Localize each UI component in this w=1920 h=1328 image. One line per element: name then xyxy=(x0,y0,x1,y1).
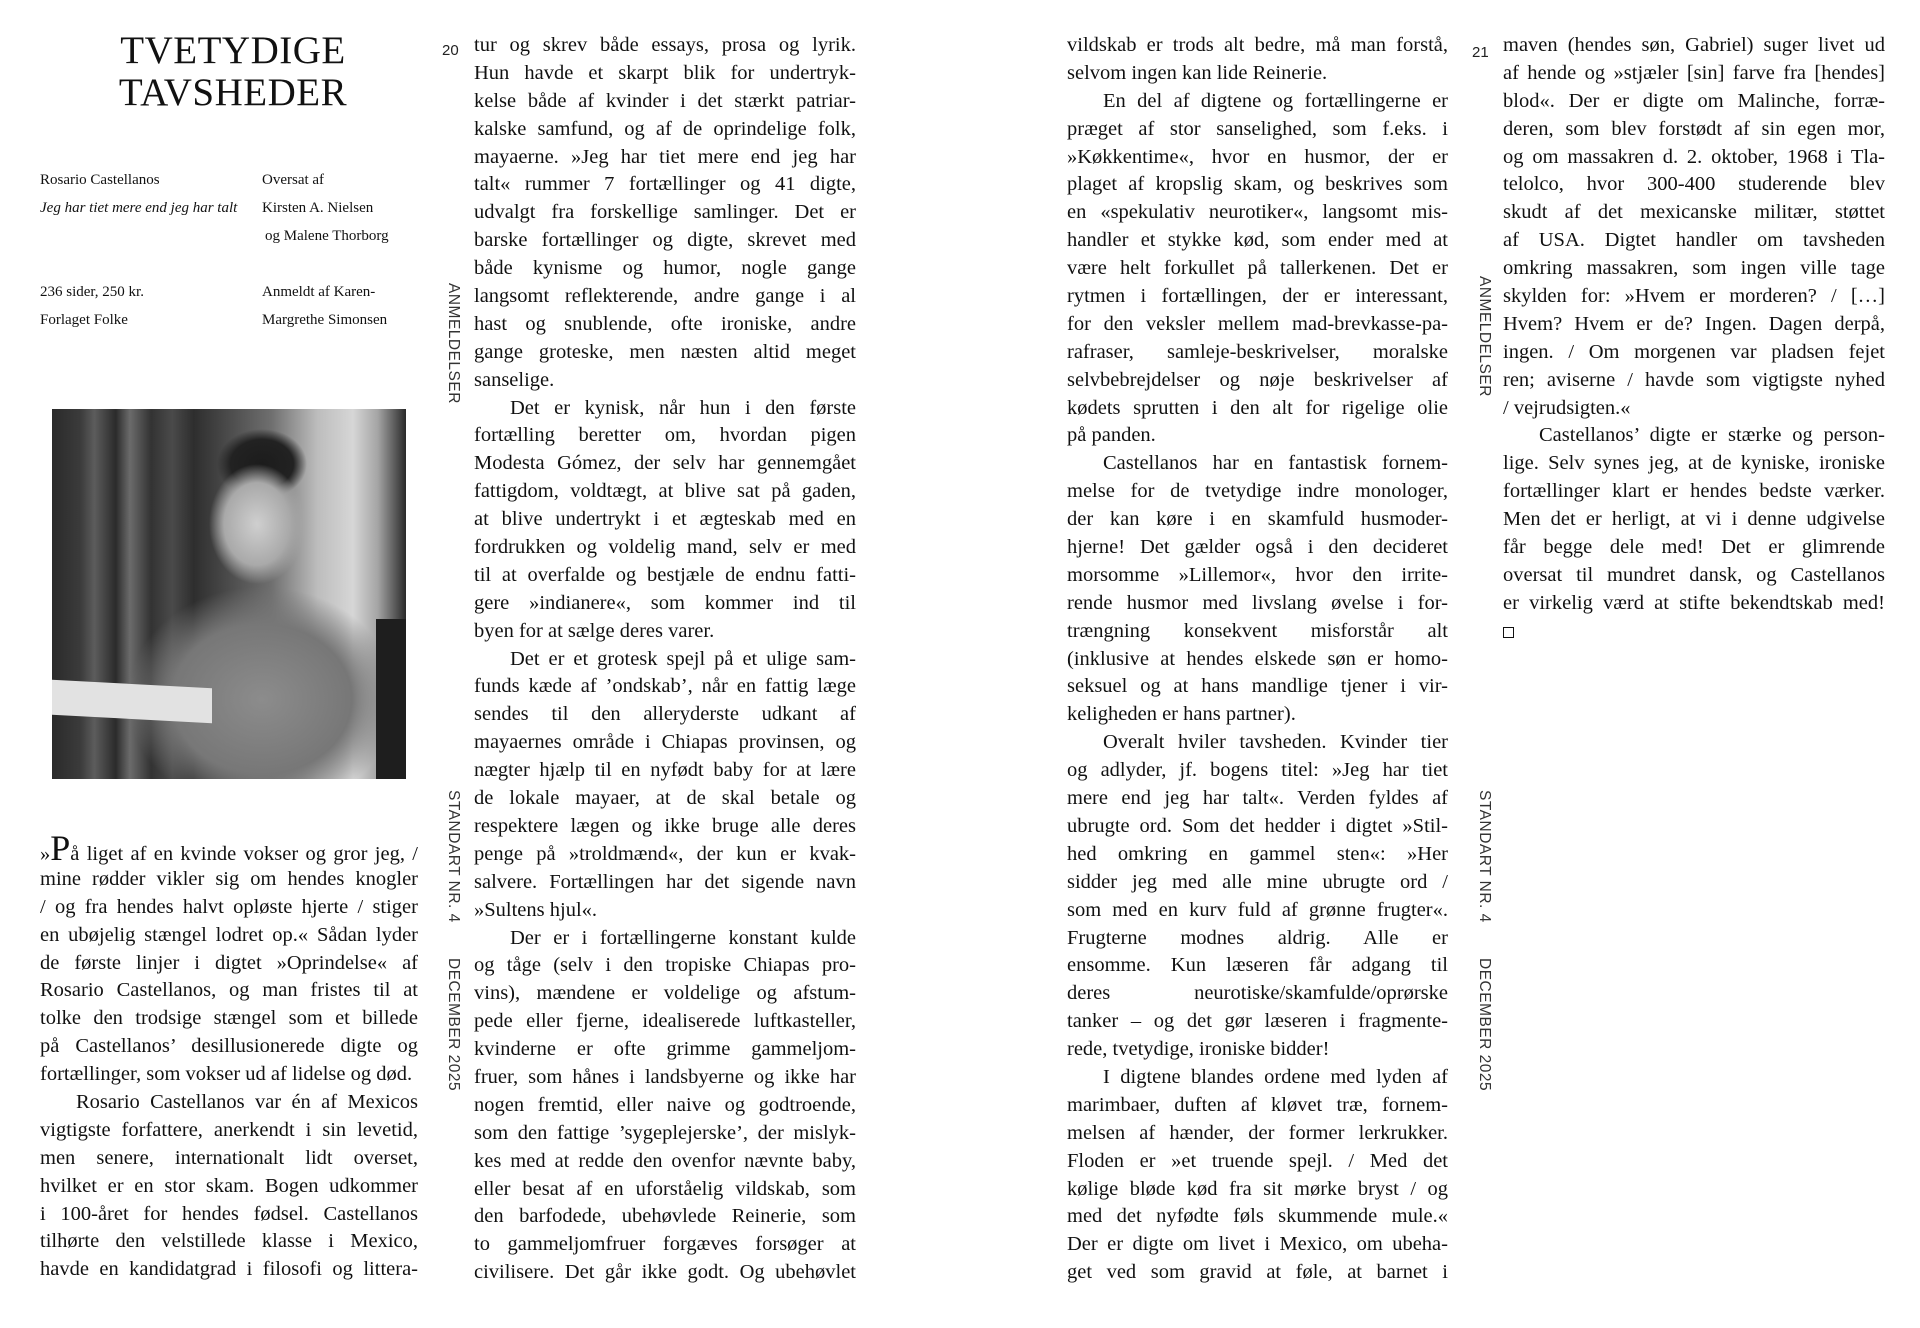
column-line: langsomt reflekterende, andre gange i al xyxy=(474,285,856,308)
column-line: og tåge (selv i den tropiske Chiapas pro- xyxy=(474,954,856,977)
column-line: kødets sprutten i den alt for rigelige olie xyxy=(1067,396,1448,419)
column-line: Der er i fortællingerne konstant kulde xyxy=(510,926,856,949)
column-line: ubrugte ord. Som det hedder i digtet »Stil- xyxy=(1067,814,1448,837)
end-mark-line xyxy=(1503,618,1885,646)
column-line: melsen af hænder, der former lerkrukker. xyxy=(1067,1121,1448,1144)
book-publisher: Forlaget Folke xyxy=(40,312,128,328)
column-line: deres neurotiske/skamfulde/oprørske xyxy=(1067,982,1448,1005)
book-pages-price: 236 sider, 250 kr. xyxy=(40,284,144,300)
column-line: tolke den trodsige stængel som et billede xyxy=(40,1007,418,1030)
column-line: get ved som gravid at føle, at barnet i xyxy=(1067,1261,1448,1284)
column-line: af hende og »stjæler [sin] farve fra [hendes] xyxy=(1503,61,1885,84)
issue-label-left: STANDART NR. 4 xyxy=(445,790,462,923)
column-line-first xyxy=(40,828,418,868)
column-line: to gammeljomfruer forgæves forsøger at xyxy=(474,1233,856,1256)
column-line: rytmen i fortællingen, der er interessant, xyxy=(1067,285,1448,308)
column-line: kalske samfund, og af de oprindelige folk, xyxy=(474,117,856,140)
column-line: nægter hjælp til en nyfødt baby for at lære xyxy=(474,759,856,782)
column-line: nogen fremtid, eller naive og godtroende, xyxy=(474,1093,856,1116)
column-line: byen for at sælge deres varer. xyxy=(474,619,715,642)
article-title xyxy=(108,30,358,114)
column-line: den barfodede, ubehøvlede Reinerie, som xyxy=(474,1205,856,1228)
book-author: Rosario Castellanos xyxy=(40,172,160,188)
column-line: kølige bløde kød fra sit mørke bryst / og xyxy=(1067,1177,1448,1200)
column-line: udvalgt fra forskellige samlinger. Det er xyxy=(474,201,856,224)
column-line: hvilket er en stor skam. Bogen udkommer xyxy=(40,1174,418,1197)
column-3 xyxy=(1067,32,1448,1287)
column-line: / og fra hendes halvt opløste hjerte / stiger xyxy=(40,895,418,918)
column-line: lige. Selv synes jeg, at de kyniske, ironiske xyxy=(1503,452,1885,475)
column-line: civilisere. Det går ikke godt. Og ubehøvlet xyxy=(474,1261,856,1284)
column-line: Castellanos har en fantastisk fornem- xyxy=(1103,452,1448,475)
column-line: barske fortællinger og digte, skrevet med xyxy=(474,229,856,252)
page-number-right: 21 xyxy=(1472,44,1489,61)
column-line: funds kæde af ’ondskab’, når en fattig læge xyxy=(474,675,856,698)
issue-label-right: STANDART NR. 4 xyxy=(1476,790,1493,923)
column-line: Det er et grotesk spejl på et ulige sam- xyxy=(510,647,856,670)
column-line: at blive undertrykt i et ægteskab med en xyxy=(474,508,856,531)
column-line: som med en kurv fuld af grønne frugter«. xyxy=(1067,898,1448,921)
column-line: til at overfalde og bestjæle de endnu fatti- xyxy=(474,563,856,586)
column-line: kes med at redde den ovenfor nævnte baby, xyxy=(474,1149,856,1172)
column-line: selvom ingen kan lide Reinerie. xyxy=(1067,61,1328,84)
column-line: Der er digte om livet i Mexico, om ubeha- xyxy=(1067,1233,1448,1256)
column-line: trængning konsekvent misforstår alt xyxy=(1067,619,1448,642)
column-line: rende husmor med livslang øvelse i for- xyxy=(1067,591,1448,614)
column-1 xyxy=(40,828,418,1284)
column-line: telolco, hvor 300-400 studerende blev xyxy=(1503,173,1885,196)
column-line: plaget af kropslig skam, og beskrives som xyxy=(1067,173,1448,196)
column-line: keligheden er hans partner). xyxy=(1067,703,1296,726)
column-line: talt« rummer 7 fortællinger og 41 digte, xyxy=(474,173,856,196)
column-line: Hun havde et skarpt blik for undertryk- xyxy=(474,61,856,84)
section-label-right: ANMELDELSER xyxy=(1476,276,1493,397)
column-line: med det nyfødte føls skummende mule.« xyxy=(1067,1205,1448,1228)
column-line: maven (hendes søn, Gabriel) suger livet ud xyxy=(1503,34,1885,56)
column-line: hjerne! Det gælder også i den decideret xyxy=(1067,536,1448,559)
column-line: rede, tvetydige, ironiske bidder! xyxy=(1067,1038,1330,1061)
date-label-right: DECEMBER 2025 xyxy=(1476,958,1493,1092)
column-line: der kan køre i en skamfuld husmoder- xyxy=(1067,508,1448,531)
column-line: i 100-året for hendes fødsel. Castellanos xyxy=(40,1202,418,1225)
column-line: sanselige. xyxy=(474,368,555,391)
first-line-text: å liget af en kvinde vokser og gror jeg, / xyxy=(70,843,418,865)
column-line: fattigdom, voldtægt, at blive sat på gaden, xyxy=(474,480,856,503)
column-line: eller besat af en uforståelig vildskab, som xyxy=(474,1177,856,1200)
translator-2: og Malene Thorborg xyxy=(265,228,389,244)
column-line: en «spekulativ neurotiker«, langsomt mis- xyxy=(1067,201,1448,224)
column-line: Rosario Castellanos var én af Mexicos xyxy=(76,1091,418,1114)
column-line: en ubøjelig stængel lodret op.« Sådan lyder xyxy=(40,923,418,946)
title-line-1: TVETYDIGE xyxy=(120,29,346,72)
column-line: omkring massakren, som ingen ville tage xyxy=(1503,257,1885,280)
column-line: kvinderne er ofte grimme gammeljom- xyxy=(474,1038,856,1061)
column-line: på panden. xyxy=(1067,424,1156,447)
column-line: I digtene blandes ordene med lyden af xyxy=(1103,1065,1448,1088)
column-line: En del af digtene og fortællingerne er xyxy=(1103,89,1448,112)
column-line: ingen. / Om morgenen var pladsen fejet xyxy=(1503,340,1885,363)
column-line: marimbaer, duften af kløvet træ, fornem- xyxy=(1067,1093,1448,1116)
column-line: Overalt hviler tavsheden. Kvinder tier xyxy=(1103,731,1448,754)
column-line: salvere. Fortællingen har det sigende navn xyxy=(474,870,856,893)
column-line: de lokale mayaer, at de skal betale og xyxy=(474,787,856,810)
column-line: »Køkkentime«, hvor en husmor, der er xyxy=(1067,145,1448,168)
column-line: havde en kandidatgrad i filosofi og littera- xyxy=(40,1258,418,1281)
column-line: gere »indianere«, som kommer ind til xyxy=(474,591,856,614)
column-line: Modesta Gómez, der selv har gennemgået xyxy=(474,452,856,475)
column-line: morsomme »Lillemor«, hvor den irrite- xyxy=(1067,563,1448,586)
column-line: skudt af det mexicanske militær, støttet xyxy=(1503,201,1885,224)
column-line: hast og snublende, ofte ironiske, andre xyxy=(474,312,856,335)
column-4 xyxy=(1503,32,1885,646)
column-line: mere end jeg har talt«. Verden fyldes af xyxy=(1067,787,1448,810)
photo-chair-detail xyxy=(376,619,406,779)
column-line: selvbebrejdelser og nøje beskrivelser af xyxy=(1067,368,1448,391)
column-line: vildskab er trods alt bedre, må man forstå, xyxy=(1067,34,1448,56)
reviewer-line-1: Anmeldt af Karen- xyxy=(262,284,376,300)
column-line: melse for de tvetydige indre monologer, xyxy=(1067,480,1448,503)
column-line: sendes til den alleryderste udkant af xyxy=(474,703,856,726)
column-line: fortælling beretter om, hvordan pigen xyxy=(474,424,856,447)
column-line: sidder jeg med alle mine ubrugte ord / xyxy=(1067,870,1448,893)
column-line: skylden for: »Hvem er morderen? / […] xyxy=(1503,285,1885,308)
column-line: rafraser, samleje-beskrivelser, moralske xyxy=(1067,340,1448,363)
page-number-left: 20 xyxy=(442,42,459,59)
column-line: Frugterne modnes aldrig. Alle er xyxy=(1067,926,1448,949)
column-line: de første linjer i digtet »Oprindelse« af xyxy=(40,951,418,974)
column-line: præget af stor sanselighed, som f.eks. i xyxy=(1067,117,1448,140)
credits xyxy=(262,166,389,334)
column-line: handler et stykke kød, som ender med at xyxy=(1067,229,1448,252)
column-line: men senere, internationalt lidt overset, xyxy=(40,1146,418,1169)
column-line: seksuel og at hans mandlige tjener i vir- xyxy=(1067,675,1448,698)
column-line: respektere lægen og ikke bruge alle deres xyxy=(474,814,856,837)
column-line: og adlyder, jf. bogens titel: »Jeg har tiet xyxy=(1067,759,1448,782)
column-line: hed omkring en gammel sten«: »Her xyxy=(1067,842,1448,865)
column-line: være helt forkullet på tallerkenen. Det er xyxy=(1067,257,1448,280)
column-line: for den veksler mellem mad-brevkasse-pa- xyxy=(1067,312,1448,335)
column-line: »Sultens hjul«. xyxy=(474,898,598,921)
column-line: fordrukken og voldelig mand, selv er med xyxy=(474,536,856,559)
column-line: som den fattige ’sygeplejerske’, der mislyk- xyxy=(474,1121,856,1144)
title-line-2: TAVSHEDER xyxy=(118,71,348,114)
column-line: kelse både af kvinder i det stærkt patriar- xyxy=(474,89,856,112)
column-line: mine rødder vikler sig om hendes knogler xyxy=(40,867,418,890)
translator-1: Kirsten A. Nielsen xyxy=(262,200,374,216)
column-line: gange groteske, men næsten altid meget xyxy=(474,340,856,363)
column-line: ensomme. Kun læseren får adgang til xyxy=(1067,954,1448,977)
column-line: (inklusive at hendes elskede søn er homo- xyxy=(1067,647,1448,670)
column-line: af USA. Digtet handler om tavsheden xyxy=(1503,229,1885,252)
column-line: fortællinger klart er hendes bedste værker. xyxy=(1503,480,1885,503)
reviewer-line-2: Margrethe Simonsen xyxy=(262,312,388,328)
column-line: og om massakren d. 2. oktober, 1968 i Tla- xyxy=(1503,145,1885,168)
column-line: Rosario Castellanos, og man fristes til at xyxy=(40,979,418,1002)
book-info xyxy=(40,166,237,334)
column-2 xyxy=(474,32,856,1287)
column-line: mayaerne. »Jeg har tiet mere end jeg har xyxy=(474,145,856,168)
column-line: deren, som blev forstødt af sin egen mor, xyxy=(1503,117,1885,140)
section-label-left: ANMELDELSER xyxy=(445,283,462,404)
column-line: Men det er herligt, at vi i denne udgivelse xyxy=(1503,508,1885,531)
column-line: Castellanos’ digte er stærke og person- xyxy=(1539,424,1885,447)
column-line: vigtigste forfattere, anerkendt i sin levetid, xyxy=(40,1118,418,1141)
column-line: Floden er »et truende spejl. / Med det xyxy=(1067,1149,1448,1172)
column-line: ren; aviserne / havde som vigtigste nyhed xyxy=(1503,368,1885,391)
column-line: Det er kynisk, når hun i den første xyxy=(510,396,856,419)
author-portrait-photo xyxy=(52,409,406,779)
opening-quote: » xyxy=(40,843,51,865)
column-line: fortællinger, som vokser ud af lidelse og død. xyxy=(40,1063,413,1086)
column-line: fruer, som hånes i landsbyerne og ikke har xyxy=(474,1065,856,1088)
column-line: mayaernes område i Chiapas provinsen, og xyxy=(474,731,856,754)
translated-label: Oversat af xyxy=(262,172,325,188)
column-line: tilhørte den velstillede klasse i Mexico, xyxy=(40,1230,418,1253)
column-line: penge på »troldmænd«, der kun er kvak- xyxy=(474,842,856,865)
drop-cap: P xyxy=(50,828,71,868)
column-line: / vejrudsigten.« xyxy=(1503,396,1631,419)
end-of-article-square-icon xyxy=(1503,627,1514,638)
column-line: Hvem? Hvem er de? Ingen. Dagen derpå, xyxy=(1503,312,1885,335)
column-line: på Castellanos’ desillusionerede digte og xyxy=(40,1035,418,1058)
column-line: er virkelig værd at stifte bekendtskab med! xyxy=(1503,591,1885,614)
column-line: både kynisme og humor, nogle gange xyxy=(474,257,856,280)
book-title: Jeg har tiet mere end jeg har talt xyxy=(40,200,238,216)
column-line: tur og skrev både essays, prosa og lyrik. xyxy=(474,34,856,56)
column-line: oversat til mundret dansk, og Castellanos xyxy=(1503,563,1885,586)
column-line: tanker – og det gør læseren i fragmente- xyxy=(1067,1010,1448,1033)
date-label-left: DECEMBER 2025 xyxy=(445,958,462,1092)
column-line: vins), mændene er voldelige og afstum- xyxy=(474,982,856,1005)
photo-notebook-detail xyxy=(52,680,212,723)
column-line: får begge dele med! Det er glimrende xyxy=(1503,536,1885,559)
column-line: blod«. Der er digte om Malinche, forræ- xyxy=(1503,89,1885,112)
column-line: pede eller fjerne, idealiserede luftkasteller, xyxy=(474,1010,856,1033)
